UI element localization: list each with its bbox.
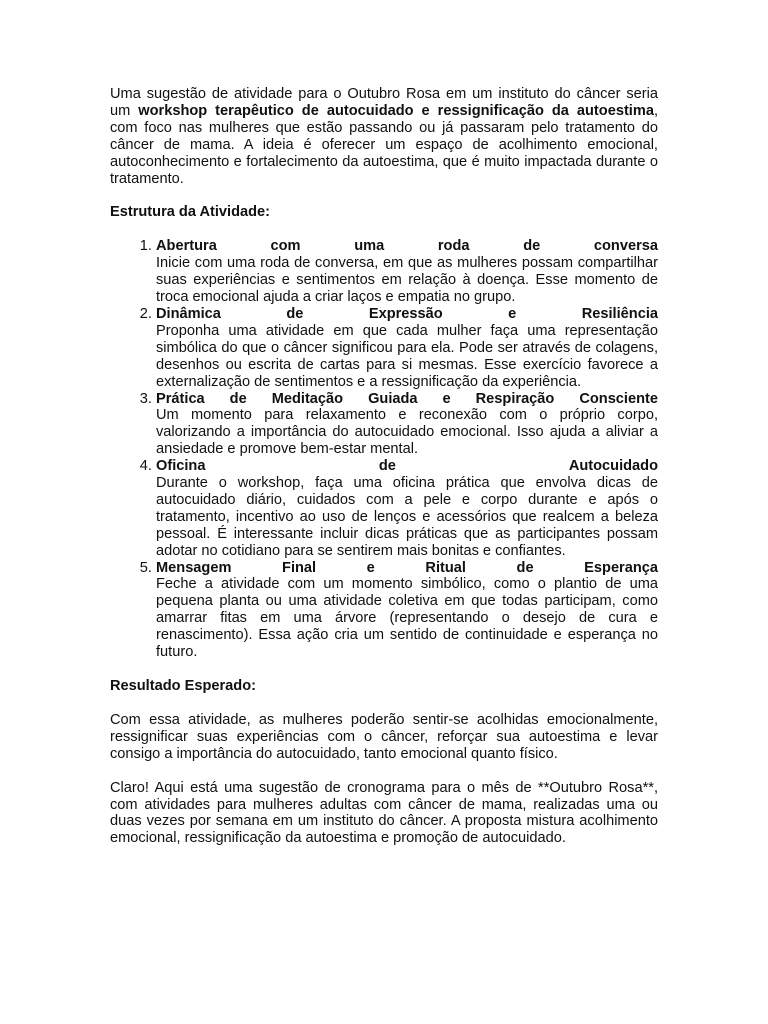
intro-paragraph: [110, 86, 658, 187]
item-title: 1. Abertura com uma roda de conversa: [156, 238, 658, 255]
document-page: [110, 86, 658, 847]
item-title: 5. Mensagem Final e Ritual de Esperança: [156, 559, 658, 576]
closing-paragraph: Claro! Aqui está uma sugestão de cronograma para o mês de **Outubro Rosa**, com atividades para mulheres adultas com câncer de mama, realizadas uma ou duas vezes por semana em um instituto do câncer. A proposta mistura acolhimento emocional, ressignificação da autoestima e promoção de autocuidado.: [110, 779, 658, 847]
item-body: Um momento para relaxamento e reconexão com o próprio corpo, valorizando a importância do autocuidado emocional. Isso ajuda a aliviar a ansiedade e promove bem-estar mental.: [156, 407, 658, 458]
result-paragraph: Com essa atividade, as mulheres poderão sentir-se acolhidas emocionalmente, ressignificar suas experiências com o câncer, reforçar sua autoestima e levar consigo a importância do autocuidado, tanto emocional quanto físico.: [110, 711, 658, 762]
structure-heading: Estrutura da Atividade:: [110, 204, 271, 221]
item-body: Proponha uma atividade em que cada mulher faça uma representação simbólica do que o câncer significou para ela. Pode ser através de colagens, desenhos ou escrita de cartas para si mesmas. Esse exercício favorece a externalização de sentimentos e a ressignificação da experiência.: [156, 322, 658, 390]
intro-text-end: , com foco nas mulheres que estão passando ou já passaram pelo tratamento do câncer de mama. A ideia é oferecer um espaço de acolhimento emocional, autoconhecimento e fortalecimento da autoestima, que é muito impactada durante o tratamento.: [110, 102, 659, 187]
item-body: Inicie com uma roda de conversa, em que as mulheres possam compartilhar suas experiências e sentimentos em relação à doença. Esse momento de troca emocional ajuda a criar laços e empatia no grupo.: [156, 255, 658, 306]
list-item: [156, 560, 658, 661]
list-item: [156, 306, 658, 391]
item-body: Feche a atividade com um momento simbólico, como o plantio de uma pequena planta ou uma atividade coletiva em que todas participam, como amarrar fitas em uma árvore (representando o desejo de cura e renascimento). Essa ação cria um sentido de continuidade e esperança no futuro.: [156, 576, 658, 661]
intro-text-start: Uma sugestão de atividade para o Outubro Rosa em um instituto do câncer seria um: [110, 86, 658, 119]
list-item: [156, 391, 658, 459]
item-title: 3. Prática de Meditação Guiada e Respiração Consciente: [156, 390, 658, 407]
activity-list: [110, 238, 658, 661]
result-heading: Resultado Esperado:: [110, 678, 256, 694]
item-body: Durante o workshop, faça uma oficina prática que envolva dicas de autocuidado diário, cuidados com a pele e corpo durante e após o tratamento, incentivo ao uso de lenços e acessórios que realcem a beleza pessoal. É interessante incluir dicas práticas que as participantes possam adotar no cotidiano para se sentirem mais bonitas e confiantes.: [156, 475, 658, 559]
list-item: [156, 458, 658, 559]
intro-bold-text: workshop terapêutico de autocuidado e ressignificação da autoestima: [138, 102, 654, 119]
item-title: 2. Dinâmica de Expressão e Resiliência: [156, 305, 658, 322]
item-title: 4. Oficina de Autocuidado: [156, 458, 658, 475]
list-item: [156, 238, 658, 306]
